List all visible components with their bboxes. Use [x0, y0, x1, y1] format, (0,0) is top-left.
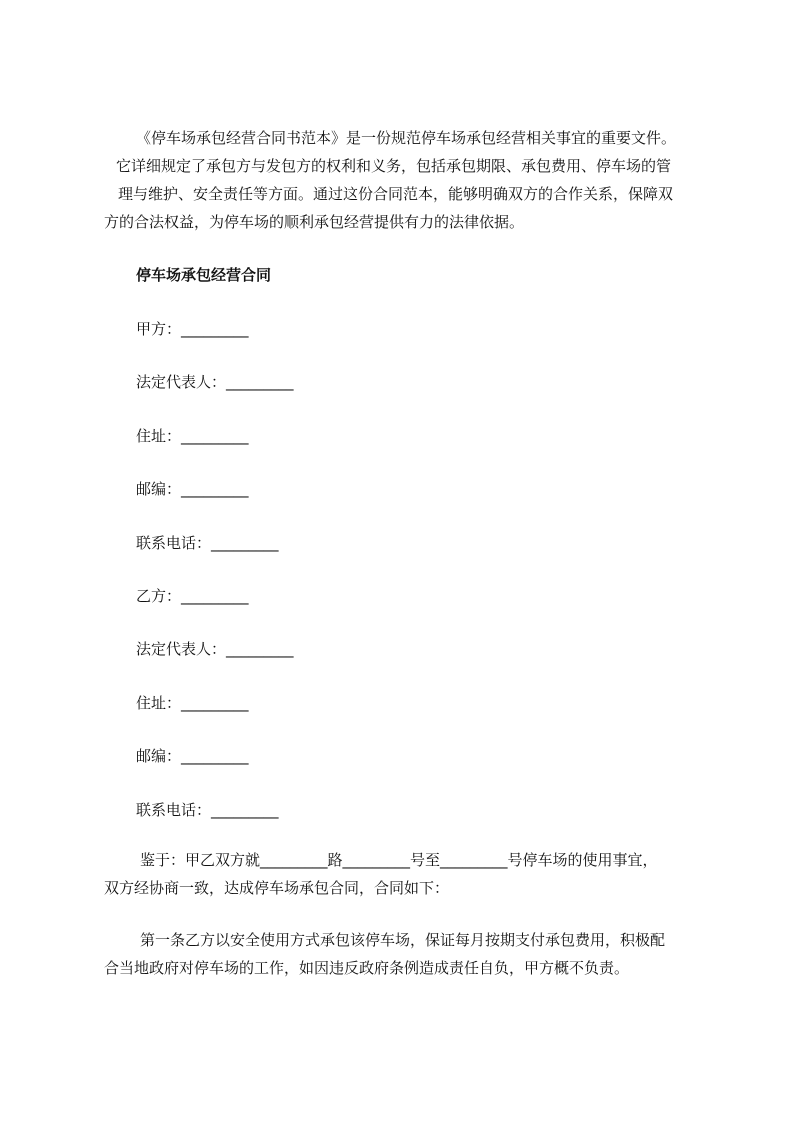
- party-b-address: 住址：_________: [136, 694, 249, 712]
- article-1-paragraph: [104, 926, 665, 982]
- contract-title: 停车场承包经营合同: [136, 266, 272, 284]
- party-b-phone: 联系电话：_________: [136, 801, 279, 819]
- party-a-name: 甲方：_________: [136, 320, 249, 338]
- intro-paragraph: [104, 124, 676, 236]
- party-a-phone: 联系电话：_________: [136, 534, 279, 552]
- article-1-line-1: 第一条乙方以安全使用方式承包该停车场，保证每月按期支付承包费用，积极配: [140, 931, 666, 949]
- party-a-representative: 法定代表人：_________: [136, 373, 294, 391]
- intro-line-1: 《停车场承包经营合同书范本》是一份规范停车场承包经营相关事宜的重要文件。: [136, 129, 677, 147]
- party-a-address: 住址：_________: [136, 427, 249, 445]
- party-b-representative: 法定代表人：_________: [136, 640, 294, 658]
- party-b-name: 乙方：_________: [136, 587, 249, 605]
- intro-line-3: 理与维护、安全责任等方面。通过这份合同范本，能够明确双方的合作关系，保障双: [118, 185, 674, 203]
- preamble-line-1: 鉴于：甲乙双方就_________路_________号至_________号停车场的使用事宜，: [140, 851, 658, 869]
- party-b-postcode: 邮编：_________: [136, 747, 249, 765]
- intro-line-2: 它详细规定了承包方与发包方的权利和义务，包括承包期限、承包费用、停车场的管: [116, 157, 672, 175]
- preamble-line-2: 双方经协商一致，达成停车场承包合同，合同如下：: [104, 879, 450, 897]
- party-a-postcode: 邮编：_________: [136, 480, 249, 498]
- intro-line-4: 方的合法权益，为停车场的顺利承包经营提供有力的法律依据。: [104, 213, 525, 231]
- article-1-line-2: 合当地政府对停车场的工作，如因违反政府条例造成责任自负，甲方概不负责。: [104, 959, 630, 977]
- preamble-paragraph: [104, 846, 658, 902]
